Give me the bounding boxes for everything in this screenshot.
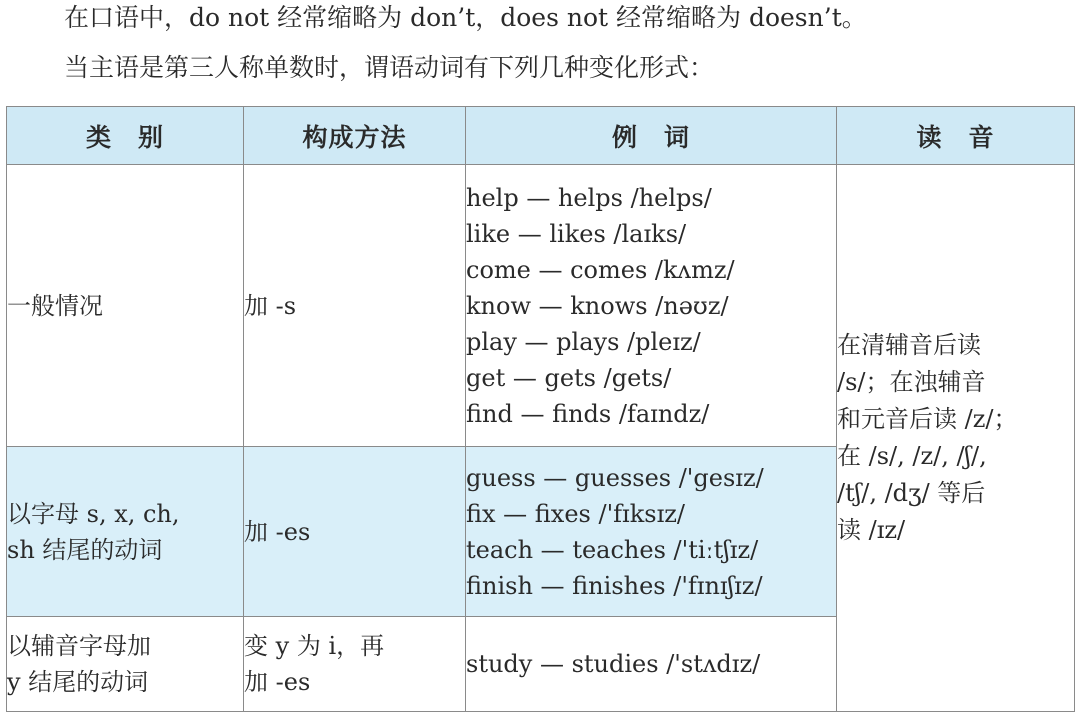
category-text: 以辅音字母加 (7, 632, 151, 660)
method-text: 加 -es (244, 668, 311, 696)
category-cell (7, 447, 244, 617)
table-header-row (7, 107, 1075, 165)
intro-line-contractions: 在口语中，do not 经常缩略为 don’t，does not 经常缩略为 doesn’t。 (64, 3, 867, 32)
example-word: know — knows /nəʊz/ (466, 291, 729, 320)
intro-line-third-person: 当主语是第三人称单数时，谓语动词有下列几种变化形式： (64, 53, 715, 82)
category-text: 以字母 s, x, ch, (7, 499, 180, 528)
category-text: 一般情况 (7, 291, 103, 320)
method-cell (244, 165, 466, 447)
category-cell (7, 165, 244, 447)
example-word: fix — fixes /'fɪksɪz/ (466, 499, 685, 528)
method-text: 加 -s (244, 291, 297, 320)
pronunciation-text: /s/；在浊辅音 (837, 368, 986, 396)
examples-cell (466, 447, 837, 617)
method-text: 变 y 为 i，再 (244, 632, 385, 660)
method-text: 加 -es (244, 517, 311, 546)
example-word: teach — teaches /'tiːtʃɪz/ (466, 535, 759, 564)
header-pronunciation: 读 音 (837, 107, 1075, 165)
method-cell (244, 617, 466, 712)
example-word: play — plays /pleɪz/ (466, 327, 701, 356)
example-word: study — studies /'stʌdɪz/ (466, 650, 761, 678)
example-word: get — gets /gets/ (466, 363, 672, 392)
table-row (7, 165, 1075, 447)
category-text: y 结尾的动词 (7, 668, 149, 696)
verb-forms-table (6, 106, 1075, 712)
pronunciation-text: 和元音后读 /z/； (837, 405, 1018, 433)
example-word: find — finds /faɪndz/ (466, 399, 710, 428)
examples-cell (466, 165, 837, 447)
example-word: like — likes /laɪks/ (466, 219, 687, 248)
example-word: guess — guesses /'gesɪz/ (466, 463, 764, 492)
example-word: come — comes /kʌmz/ (466, 255, 735, 284)
pronunciation-cell (837, 165, 1075, 712)
category-cell (7, 617, 244, 712)
header-method: 构成方法 (244, 107, 466, 165)
category-text: sh 结尾的动词 (7, 535, 163, 564)
examples-cell (466, 617, 837, 712)
header-examples: 例 词 (466, 107, 837, 165)
pronunciation-text: 在清辅音后读 (837, 331, 981, 359)
example-word: help — helps /helps/ (466, 183, 712, 212)
header-category: 类 别 (7, 107, 244, 165)
pronunciation-text: 读 /ɪz/ (837, 516, 906, 544)
pronunciation-text: 在 /s/, /z/, /ʃ/, (837, 442, 987, 470)
pronunciation-text: /tʃ/, /dʒ/ 等后 (837, 479, 986, 507)
example-word: finish — finishes /'fɪnɪʃɪz/ (466, 571, 763, 600)
method-cell (244, 447, 466, 617)
